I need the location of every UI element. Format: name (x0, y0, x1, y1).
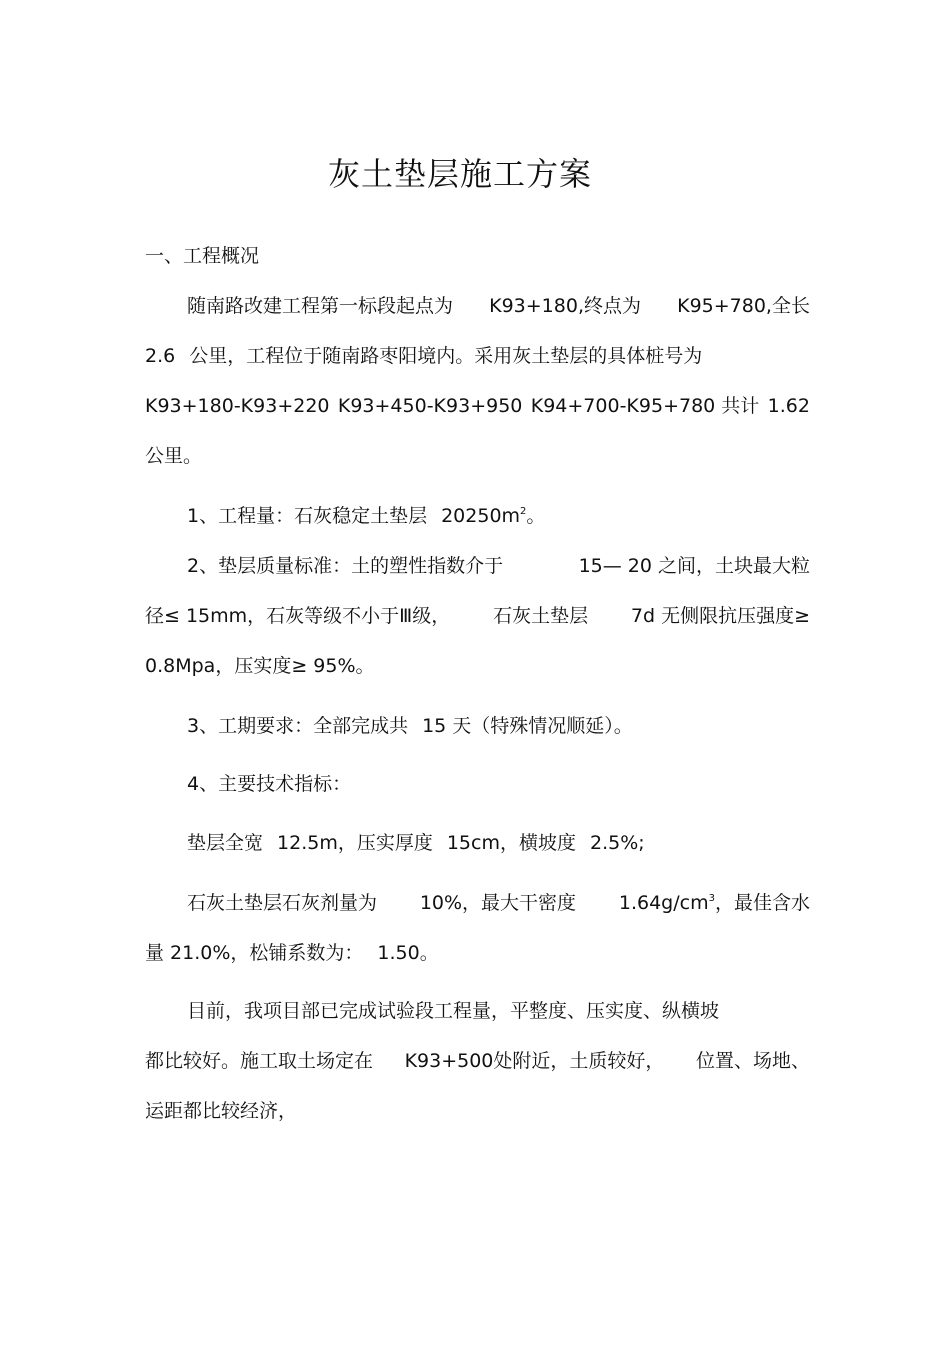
paragraph-line (145, 1048, 810, 1074)
item-line (187, 713, 810, 739)
superscript: 2 (520, 506, 527, 517)
text-segment: 量 21.0%，松铺系数为： (145, 942, 364, 964)
text-segment: 1.64g/cm (618, 892, 709, 914)
text-segment: 10%，最大干密度 (419, 892, 577, 914)
text-segment: 15 天（特殊情况顺延）。 (422, 715, 633, 737)
text-segment: K93+180-K93+220 (145, 395, 330, 417)
text-segment: K94+700-K95+780 共计 (530, 395, 760, 417)
text-segment: 15— 20 之间，土块最大粒 (578, 555, 810, 577)
text-segment: 2、垫层质量标准：土的塑性指数介于 (187, 555, 504, 577)
text-segment: 1、工程量：石灰稳定土垫层 (187, 505, 428, 527)
text-segment: 。 (526, 505, 546, 527)
text-segment: 径≤ 15mm，石灰等级不小于Ⅲ级， (145, 605, 451, 627)
paragraph-line: 目前，我项目部已完成试验段工程量，平整度、压实度、纵横坡 (187, 1000, 720, 1022)
item-line (187, 553, 810, 579)
document-title: 灰土垫层施工方案 (327, 155, 592, 193)
text-segment: 1.62 (767, 395, 810, 417)
text-segment: K93+500处附近，土质较好， (404, 1050, 665, 1072)
text-segment: 3、工期要求：全部完成共 (187, 715, 409, 737)
paragraph-line: 公里。 (145, 445, 203, 467)
item-line (145, 603, 810, 629)
text-segment: 12.5m，压实厚度 (277, 832, 433, 854)
text-segment: K93+450-K93+950 (337, 395, 523, 417)
paragraph-line (145, 343, 810, 369)
item-line (187, 503, 810, 529)
paragraph-line: 运距都比较经济， (145, 1100, 298, 1122)
paragraph-line (187, 293, 810, 319)
text-segment: 1.50。 (377, 942, 439, 964)
paragraph-line (145, 393, 810, 419)
text-segment: K95+780,全长 (677, 295, 810, 317)
text-segment: 随南路改建工程第一标段起点为 (187, 295, 454, 317)
text-segment: 位置、场地、 (695, 1050, 810, 1072)
item-line: 0.8Mpa，压实度≥ 95%。 (145, 655, 375, 677)
text-segment: 20250m (441, 505, 521, 527)
spec-line (187, 890, 810, 916)
text-segment: 2.5%; (589, 832, 645, 854)
text-segment: 15cm，横坡度 (446, 832, 576, 854)
section-heading: 一、工程概况 (145, 245, 260, 267)
spec-line (145, 940, 810, 966)
text-segment: 都比较好。施工取土场定在 (145, 1050, 374, 1072)
text-segment: K93+180,终点为 (489, 295, 641, 317)
text-segment: 公里，工程位于随南路枣阳境内。采用灰土垫层的具体桩号为 (189, 345, 703, 367)
text-segment: ，最佳含水 (714, 892, 810, 914)
text-segment: 石灰土垫层 (493, 605, 589, 627)
superscript: 3 (708, 893, 715, 904)
text-segment: 2.6 (145, 345, 176, 367)
item-line: 4、主要技术指标： (187, 773, 352, 795)
text-segment: 7d 无侧限抗压强度≥ (630, 605, 810, 627)
text-segment: 石灰土垫层石灰剂量为 (187, 892, 378, 914)
text-segment (619, 890, 810, 916)
spec-line (187, 830, 810, 856)
text-segment: 垫层全宽 (187, 832, 264, 854)
